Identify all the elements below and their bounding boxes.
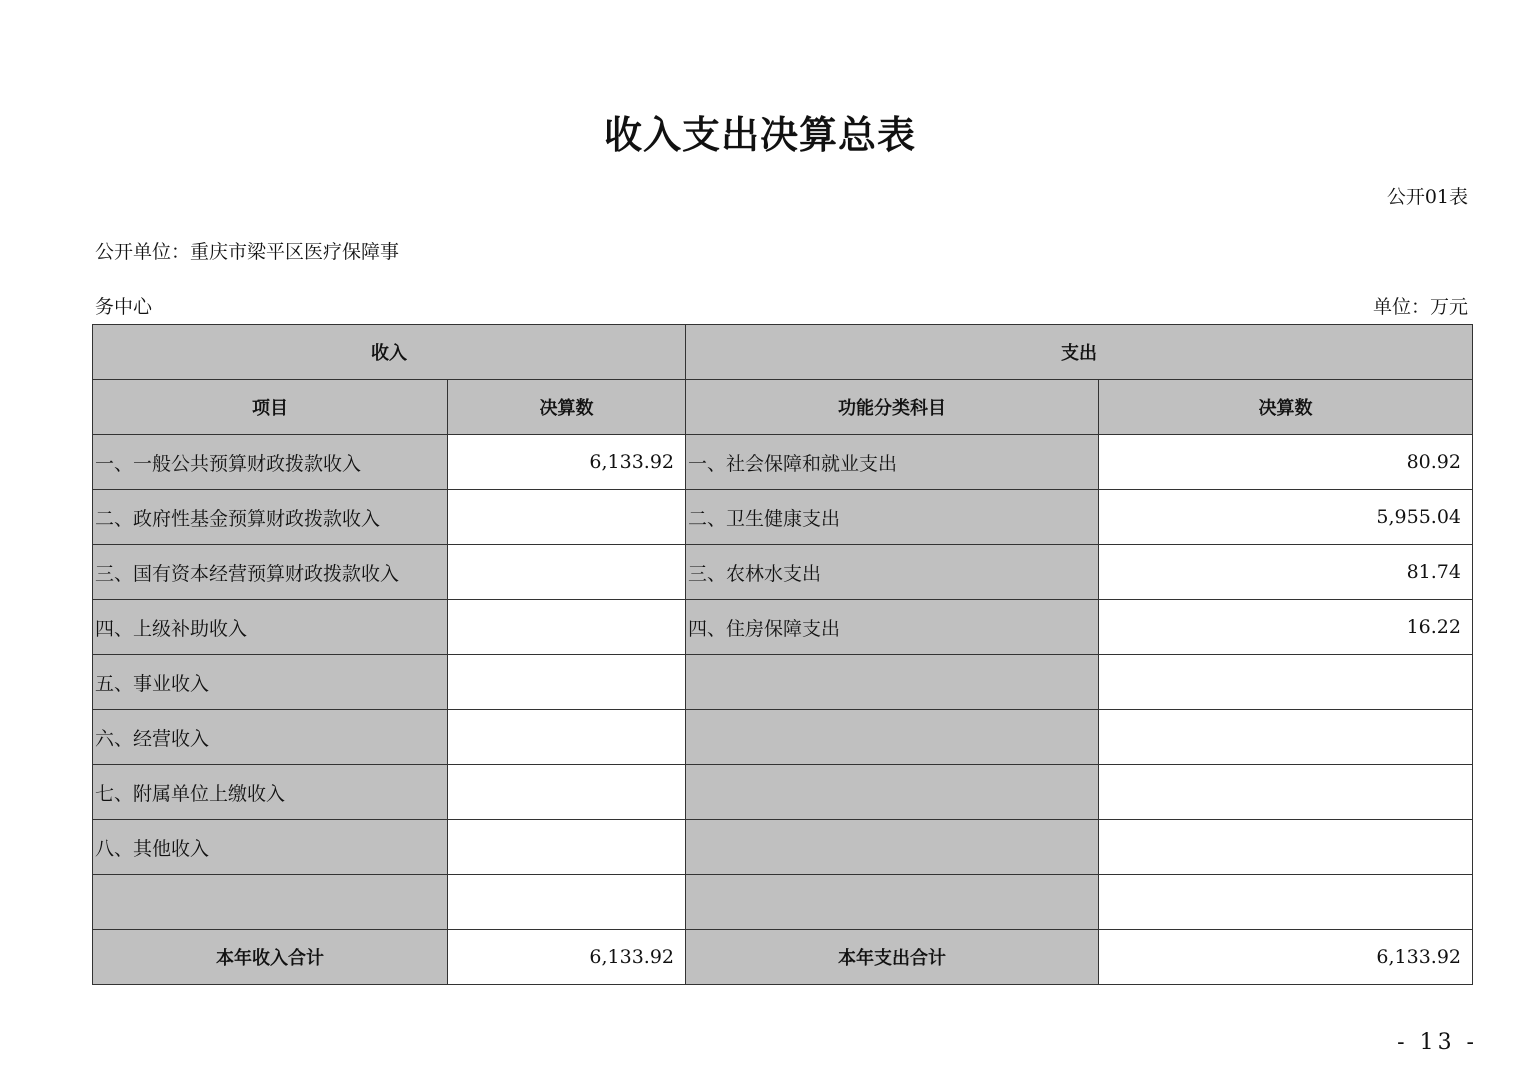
reporting-unit-line1: 公开单位：重庆市梁平区医疗保障事 — [95, 241, 400, 263]
page-number: - 13 - — [1397, 1030, 1478, 1055]
expense-item — [686, 655, 1099, 710]
total-expense-value: 6,133.92 — [1099, 930, 1473, 985]
total-income-value: 6,133.92 — [448, 930, 686, 985]
income-item: 六、经营收入 — [93, 710, 448, 765]
expense-item — [686, 820, 1099, 875]
col-item-header: 项目 — [93, 380, 448, 435]
income-amount — [448, 490, 686, 545]
reporting-unit-line2: 务中心 — [95, 296, 153, 318]
expense-item — [686, 875, 1099, 930]
income-amount — [448, 710, 686, 765]
table-row — [93, 545, 1473, 600]
expense-amount: 80.92 — [1099, 435, 1473, 490]
expense-amount — [1099, 655, 1473, 710]
table-row — [93, 710, 1473, 765]
expense-item: 二、卫生健康支出 — [686, 490, 1099, 545]
expense-item — [686, 765, 1099, 820]
table-row — [93, 875, 1473, 930]
income-item: 七、附属单位上缴收入 — [93, 765, 448, 820]
table-row — [93, 435, 1473, 490]
income-item: 三、国有资本经营预算财政拨款收入 — [93, 545, 448, 600]
table-group-header-row — [93, 325, 1473, 380]
expense-header: 支出 — [686, 325, 1473, 380]
expense-item: 一、社会保障和就业支出 — [686, 435, 1099, 490]
total-income-label: 本年收入合计 — [93, 930, 448, 985]
expense-amount — [1099, 875, 1473, 930]
income-amount — [448, 655, 686, 710]
col-income-amount-header: 决算数 — [448, 380, 686, 435]
income-expense-table — [92, 324, 1473, 985]
page-title: 收入支出决算总表 — [603, 112, 916, 157]
col-expense-amount-header: 决算数 — [1099, 380, 1473, 435]
income-amount — [448, 545, 686, 600]
table-row — [93, 765, 1473, 820]
expense-item — [686, 710, 1099, 765]
table-column-header-row — [93, 380, 1473, 435]
income-item: 二、政府性基金预算财政拨款收入 — [93, 490, 448, 545]
expense-amount — [1099, 710, 1473, 765]
table-row — [93, 820, 1473, 875]
income-item: 四、上级补助收入 — [93, 600, 448, 655]
income-header: 收入 — [93, 325, 686, 380]
table-total-row — [93, 930, 1473, 985]
income-item: 八、其他收入 — [93, 820, 448, 875]
income-item: 一、一般公共预算财政拨款收入 — [93, 435, 448, 490]
table-row — [93, 655, 1473, 710]
income-amount — [448, 875, 686, 930]
col-function-header: 功能分类科目 — [686, 380, 1099, 435]
income-item — [93, 875, 448, 930]
income-amount: 6,133.92 — [448, 435, 686, 490]
income-item: 五、事业收入 — [93, 655, 448, 710]
total-expense-label: 本年支出合计 — [686, 930, 1099, 985]
expense-item: 四、住房保障支出 — [686, 600, 1099, 655]
expense-amount: 5,955.04 — [1099, 490, 1473, 545]
table-row — [93, 490, 1473, 545]
expense-amount — [1099, 820, 1473, 875]
expense-item: 三、农林水支出 — [686, 545, 1099, 600]
expense-amount: 16.22 — [1099, 600, 1473, 655]
form-code: 公开01表 — [1386, 186, 1468, 208]
income-amount — [448, 765, 686, 820]
expense-amount: 81.74 — [1099, 545, 1473, 600]
expense-amount — [1099, 765, 1473, 820]
income-amount — [448, 820, 686, 875]
income-amount — [448, 600, 686, 655]
currency-unit: 单位：万元 — [1372, 296, 1468, 318]
table-row — [93, 600, 1473, 655]
